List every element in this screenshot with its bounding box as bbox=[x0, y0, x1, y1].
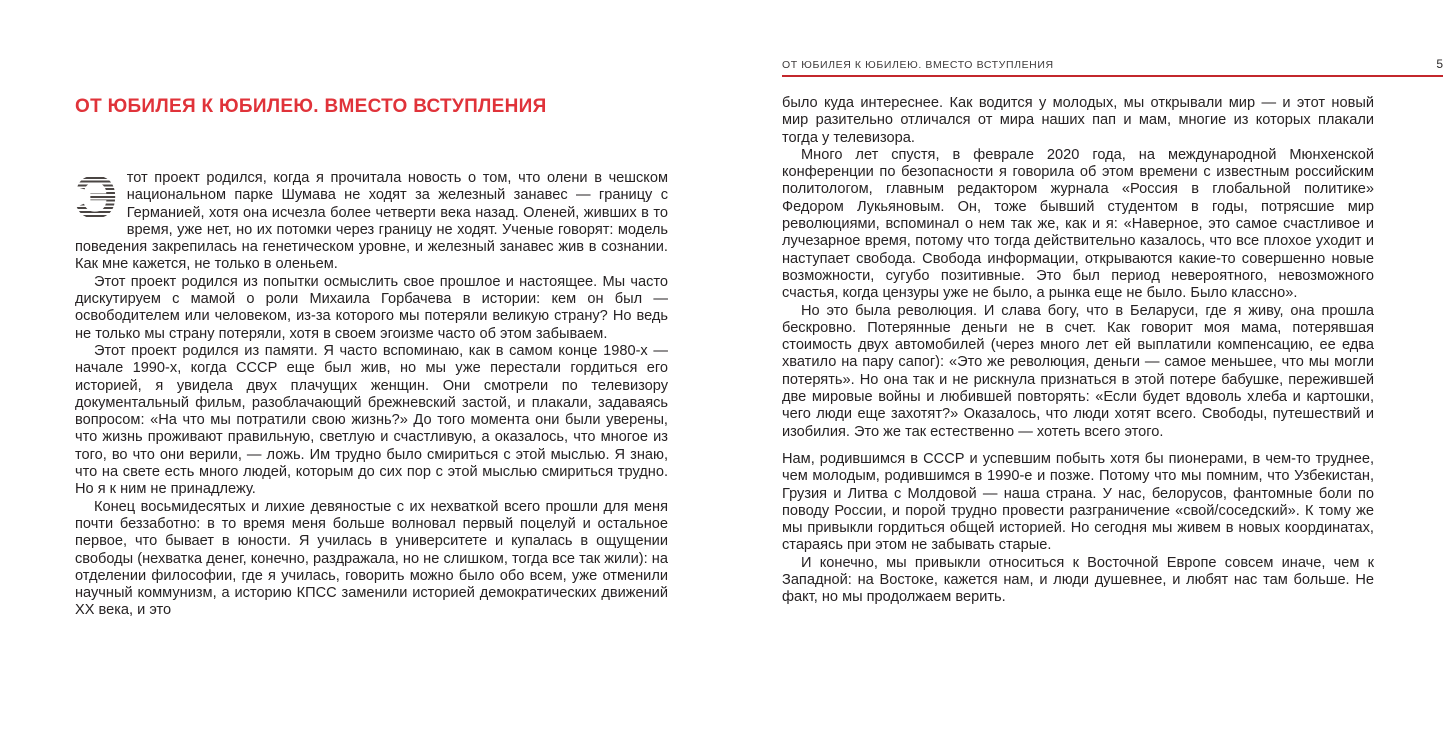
chapter-title: ОТ ЮБИЛЕЯ К ЮБИЛЕЮ. ВМЕСТО ВСТУПЛЕНИЯ bbox=[75, 96, 547, 117]
left-page-column bbox=[75, 164, 668, 620]
paragraph: было куда интереснее. Как водится у молодых, мы открывали мир — и этот новый мир разительно отличался от мира наших пап и мам, многие из которых плакали тогда у телевизора. bbox=[782, 95, 1374, 146]
paragraph: И конечно, мы привыкли относиться к Восточной Европе совсем иначе, чем к Западной: на Востоке, кажется нам, и люди душевнее, и любят нас там больше. Не факт, но мы продолжаем верить. bbox=[782, 554, 1374, 606]
header-rule-divider bbox=[782, 75, 1443, 77]
running-header bbox=[782, 57, 1443, 71]
paragraph: Много лет спустя, в феврале 2020 года, на международной Мюнхенской конференции по безопасности я говорила об этом времени с известным российским политологом, главным редактором журнала «Россия в глобальной политике» Федором Лукьяновым. Он, тоже бывший студентом в годы, потрясшие мир революциями, вспоминал о нем так же, как и я: «Наверное, это самое счастливое и лучезарное время, потому что тогда действительно казалось, что все плохое уходит и наступает свобода. Свобода информации, открываются какие-то совершенно новые возможности, сугубо позитивные. Это был период невероятного, невозможного счастья, когда цензуры уже не было, а рынка еще не было. Было классно». bbox=[782, 146, 1374, 302]
drop-cap-letter: Э bbox=[75, 164, 118, 231]
paragraph: Этот проект родился из попытки осмыслить свое прошлое и настоящее. Мы часто дискутируем с мамой о роли Михаила Горбачева в истории: кем он был — освободителем или человеком, из-за которого мы потеряли великую страну? Но ведь не только мы страну потеряли, хотя в своем эгоизме часто об этом забываем. bbox=[75, 273, 668, 342]
paragraph: Нам, родившимся в СССР и успевшим побыть хотя бы пионерами, в чем-то труднее, чем молодым, родившимся в 1990-е и позже. Потому что мы помним, что Узбекистан, Грузия и Литва с Молдовой — наша страна. У нас, белорусов, фантомные боли по поводу России, и порой трудно провести разграничение «свой/соседский». К тому же мы привыкли гордиться общей историей. Но сегодня мы живем в новых координатах, стараясь при этом не забывать старые. bbox=[782, 450, 1374, 554]
paragraph: Конец восьмидесятых и лихие девяностые с их нехваткой всего прошли для меня почти беззаботно: в то время меня больше волновал первый поцелуй и остальное первое, что бывает в юности. Я училась в университете и купалась в ощущении свободы (нехватка денег, конечно, раздражала, но не слишком, тогда все так жили): на отделении философии, где я училась, говорить можно было обо всем, уже отменили научный коммунизм, а историю КПСС заменили историей демократических движений XX века, и это bbox=[75, 498, 668, 619]
right-page-column bbox=[782, 95, 1374, 607]
paragraph bbox=[75, 164, 668, 274]
running-header-text: ОТ ЮБИЛЕЯ К ЮБИЛЕЮ. ВМЕСТО ВСТУПЛЕНИЯ bbox=[782, 59, 1054, 71]
paragraph: Этот проект родился из памяти. Я часто вспоминаю, как в самом конце 1980-х — начале 1990-х, когда СССР еще был жив, но мы уже перестали гордиться его историей, я увидела двух плачущих женщин. Они смотрели по телевизору документальный фильм, разоблачающий брежневский застой, и плакали, задаваясь вопросом: «На что мы потратили свою жизнь?» До того момента они были уверены, что жизнь проживают правильную, светлую и счастливую, а оказалось, что многое из того, во что они верили, — ложь. Им трудно было смириться с этой мыслью. Я знаю, что на свете есть много людей, которым до сих пор с этой мыслью смириться трудно. Но я к ним не принадлежу. bbox=[75, 342, 668, 498]
paragraph: Но это была революция. И слава богу, что в Беларуси, где я живу, она прошла бескровно. Потерянные деньги не в счет. Как говорит моя мама, потерявшая стоимость двух автомобилей (через много лет ей выплатили компенсацию, ее едва хватило на пару сапог): «Это же революция, деньги — самое меньшее, что мы могли потерять». Но она так и не рискнула признаться в этой потере бабушке, пережившей две мировые войны и любившей повторять: «Если будет вдоволь хлеба и картошки, чего люди еще захотят?» Оказалось, что люди хотят всего. Свободы, путешествий и изобилия. Это же так естественно — хотеть всего этого. bbox=[782, 302, 1374, 440]
paragraph-text: тот проект родился, когда я прочитала новость о том, что олени в чешском национальном парке Шумава не ходят за железный занавес — границу с Германией, хотя она исчезла более четверти века назад. Оленей, живших в то время, уже нет, но их потомки через границу не ходят. Ученые говорят: модель поведения закрепилась на генетическом уровне, и железный занавес жив в сознании. Как мне кажется, не только в оленьем. bbox=[75, 170, 668, 273]
page-number: 5 bbox=[1436, 57, 1443, 71]
